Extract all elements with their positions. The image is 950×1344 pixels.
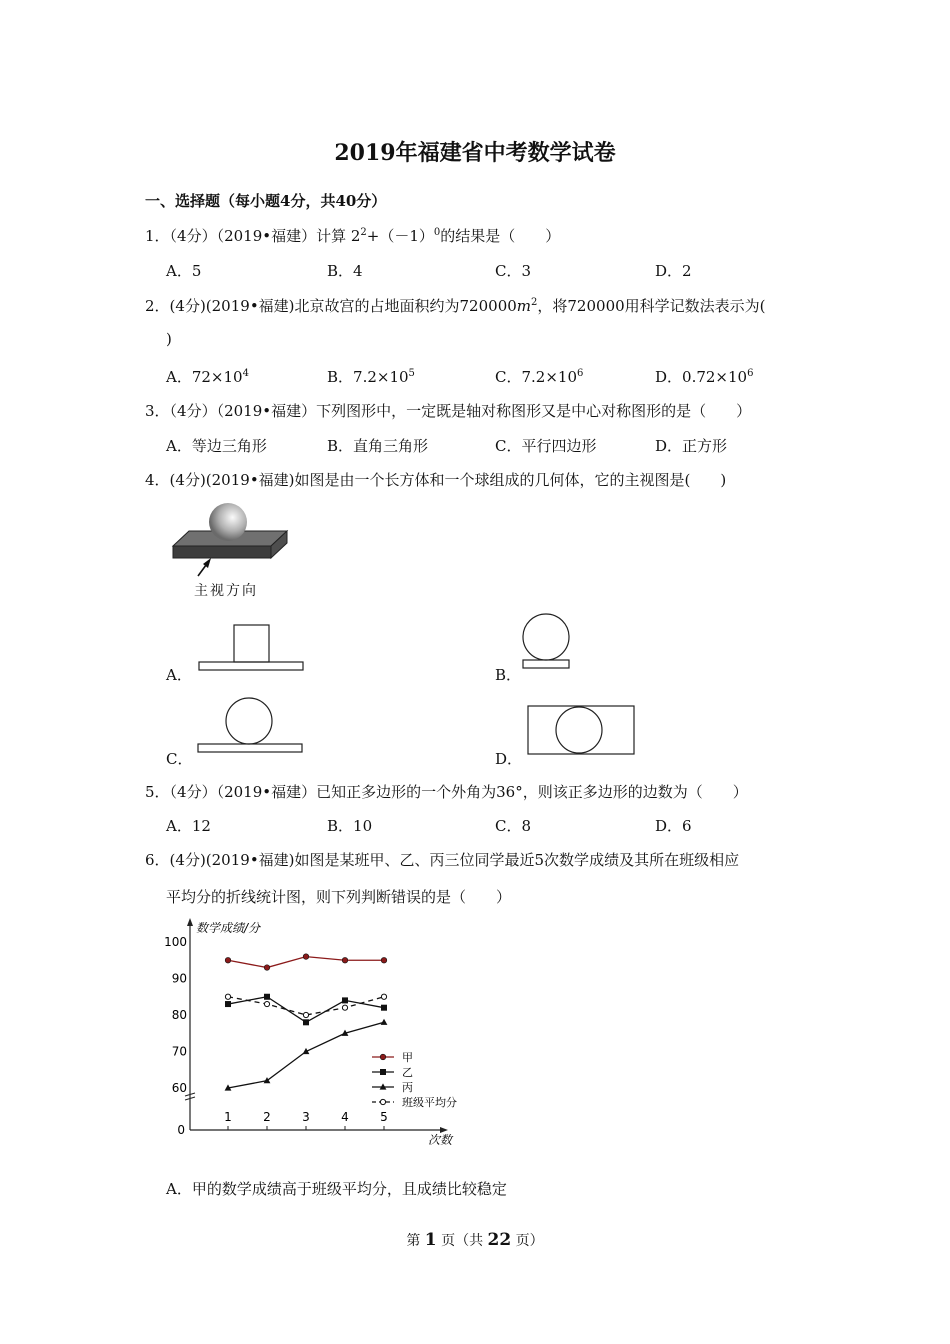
q4-d-circle xyxy=(556,707,602,753)
chart-point-marker xyxy=(380,1054,386,1060)
q1-option-b: B．4 xyxy=(327,262,363,280)
q4-figure-caption: 主视方向 xyxy=(194,583,258,599)
chart-point-marker xyxy=(381,957,387,963)
chart-legend-label: 乙 xyxy=(402,1066,413,1079)
q4-option-a-label: A． xyxy=(166,666,192,684)
chart-series-line-3 xyxy=(228,1022,384,1088)
chart-x-tick-label: 5 xyxy=(380,1110,388,1124)
q3-option-d: D．正方形 xyxy=(655,437,728,455)
q4-option-c-figure xyxy=(195,696,307,756)
chart-y-tick-label: 80 xyxy=(171,1008,187,1022)
question-2 xyxy=(145,295,766,316)
chart-point-marker xyxy=(381,1005,387,1011)
footer-post: 页） xyxy=(511,1233,544,1249)
chart-y-tick-label: 90 xyxy=(171,971,187,986)
q4-option-d-figure xyxy=(525,703,637,757)
chart-point-marker xyxy=(342,1005,347,1010)
q2-option-c-exp: 6 xyxy=(577,368,584,379)
q1-exponent-1: 2 xyxy=(360,227,367,238)
q3-option-c: C．平行四边形 xyxy=(495,437,597,455)
q1-text-pre: 1．（4分）（2019•福建）计算 2 xyxy=(145,227,361,245)
q2-option-c xyxy=(495,366,583,387)
chart-point-marker xyxy=(264,1077,271,1083)
chart-point-marker xyxy=(303,1012,308,1017)
q6-line-chart xyxy=(164,912,490,1150)
q5-option-a: A．12 xyxy=(166,817,211,835)
chart-point-marker xyxy=(380,1099,385,1104)
q2-unit: m xyxy=(516,297,532,315)
chart-x-tick-label: 4 xyxy=(341,1110,349,1124)
q4-d-rect xyxy=(528,706,634,754)
chart-axes xyxy=(164,918,454,1147)
q2-option-a-base: A．72×10 xyxy=(166,368,243,386)
q4-option-c-label: C． xyxy=(166,750,193,768)
chart-origin-label: 0 xyxy=(177,1123,185,1137)
q2-option-b xyxy=(327,366,415,387)
q1-option-c: C．3 xyxy=(495,262,532,280)
q4-c-circle xyxy=(226,698,272,744)
chart-legend-label: 班级平均分 xyxy=(402,1096,457,1109)
chart-point-marker xyxy=(380,1069,386,1075)
q2-text-pre: 2．(4分)(2019•福建)北京故宫的占地面积约为720000 xyxy=(145,297,517,315)
footer-page-number: 1 xyxy=(424,1230,437,1250)
question-6-line-1: 6．(4分)(2019•福建)如图是某班甲、乙、丙三位同学最近5次数学成绩及其所在班级相应 xyxy=(145,851,740,869)
q2-option-d-base: D．0.72×10 xyxy=(655,368,748,386)
chart-point-marker xyxy=(342,957,348,963)
chart-y-axis-arrow xyxy=(187,918,193,926)
q2-unit-exponent: 2 xyxy=(531,297,538,308)
q2-option-c-base: C．7.2×10 xyxy=(495,368,577,386)
chart-x-axis-title: 次数 xyxy=(427,1133,452,1147)
chart-series-group xyxy=(225,954,388,1091)
q5-option-d: D．6 xyxy=(655,817,692,835)
question-5: 5．（4分）（2019•福建）已知正多边形的一个外角为36°，则该正多边形的边数为（ ） xyxy=(145,783,748,801)
chart-legend-label: 丙 xyxy=(402,1081,413,1094)
chart-point-marker xyxy=(225,957,231,963)
q1-option-d: D．2 xyxy=(655,262,692,280)
chart-point-marker xyxy=(264,1001,269,1006)
chart-series-line-2 xyxy=(228,997,384,1023)
question-6-line-2: 平均分的折线统计图，则下列判断错误的是（ ） xyxy=(166,888,512,906)
chart-point-marker xyxy=(342,997,348,1003)
q2-text-cont: ) xyxy=(166,330,172,348)
page-title: 2019年福建省中考数学试卷 xyxy=(334,140,616,166)
chart-point-marker xyxy=(225,1001,231,1007)
q4-option-b-figure xyxy=(518,613,574,673)
chart-y-axis-title: 数学成绩/分 xyxy=(196,921,261,935)
chart-point-marker xyxy=(381,994,386,999)
chart-x-tick-label: 3 xyxy=(302,1110,310,1124)
chart-legend-label: 甲 xyxy=(402,1051,413,1064)
q4-c-base xyxy=(198,744,302,752)
q1-option-a: A．5 xyxy=(166,262,202,280)
q4-option-d-label: D． xyxy=(495,750,523,768)
q1-text-mid: +（－1） xyxy=(366,227,434,245)
chart-y-tick-label: 70 xyxy=(171,1044,187,1059)
chart-point-marker xyxy=(303,1019,309,1025)
chart-point-marker xyxy=(264,994,270,1000)
footer-mid: 页（共 xyxy=(436,1233,488,1249)
q2-text-post: ，将720000用科学记数法表示为( xyxy=(537,297,766,315)
chart-point-marker xyxy=(381,1019,388,1025)
chart-y-tick-label: 100 xyxy=(164,935,187,949)
section-heading-choice: 一、选择题（每小题4分，共40分） xyxy=(145,192,387,210)
q1-exponent-2: 0 xyxy=(433,227,441,238)
chart-x-tick-label: 2 xyxy=(263,1110,271,1124)
chart-point-marker xyxy=(264,965,270,971)
q4-option-a-figure xyxy=(195,622,307,672)
q5-option-b: B．10 xyxy=(327,817,373,835)
q6-option-a: A．甲的数学成绩高于班级平均分，且成绩比较稳定 xyxy=(166,1180,507,1198)
page-footer xyxy=(0,1230,950,1250)
q2-option-a xyxy=(166,366,249,387)
chart-point-marker xyxy=(225,994,230,999)
chart-legend xyxy=(372,1051,457,1109)
q2-option-b-exp: 5 xyxy=(408,368,415,379)
q2-option-b-base: B．7.2×10 xyxy=(327,368,409,386)
q4-prism-front xyxy=(173,546,271,558)
chart-point-marker xyxy=(303,954,309,960)
question-1 xyxy=(145,225,560,246)
q4-b-base xyxy=(523,660,569,668)
q4-a-base xyxy=(199,662,303,670)
q4-b-circle xyxy=(523,614,569,660)
q2-option-a-exp: 4 xyxy=(242,368,249,379)
q3-option-b: B．直角三角形 xyxy=(327,437,429,455)
q4-option-b-label: B． xyxy=(495,666,522,684)
q1-text-post: 的结果是（ ） xyxy=(440,227,561,245)
question-3: 3．（4分）（2019•福建）下列图形中，一定既是轴对称图形又是中心对称图形的是（ ） xyxy=(145,402,752,420)
q2-option-d xyxy=(655,366,753,387)
q4-sphere xyxy=(209,503,247,541)
q2-option-d-exp: 6 xyxy=(747,368,754,379)
chart-x-tick-label: 1 xyxy=(224,1110,232,1124)
q3-option-a: A．等边三角形 xyxy=(166,437,267,455)
chart-y-tick-label: 60 xyxy=(171,1081,187,1095)
q5-option-c: C．8 xyxy=(495,817,532,835)
footer-pre: 第 xyxy=(406,1233,425,1249)
footer-page-total: 22 xyxy=(487,1230,512,1250)
question-4: 4．(4分)(2019•福建)如图是由一个长方体和一个球组成的几何体，它的主视图是( ) xyxy=(145,471,727,489)
q4-a-square xyxy=(234,625,269,662)
